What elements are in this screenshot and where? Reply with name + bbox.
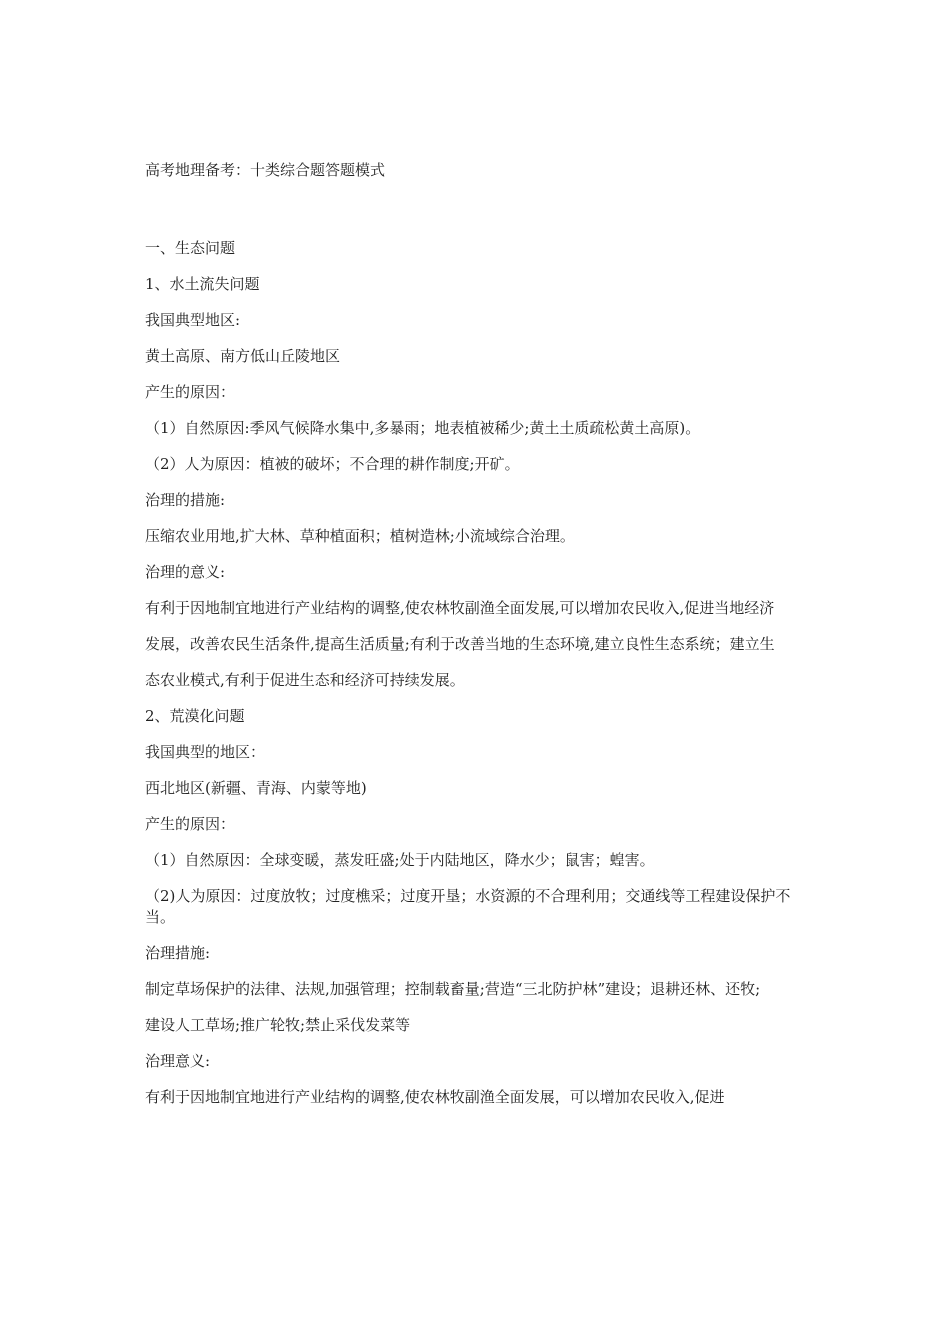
measures-label: 治理措施:: [145, 944, 211, 962]
document-body: [145, 160, 817, 1123]
measures-text: 压缩农业用地,扩大林、草种植面积；植树造林;小流域综合治理。: [145, 527, 575, 545]
measures-paragraph: 制定草场保护的法律、法规,加强管理；控制载畜量;营造“三北防护林”建设；退耕还林、还牧;: [145, 980, 761, 998]
cause-label: 产生的原因：: [145, 383, 236, 401]
significance-paragraph: 有利于因地制宜地进行产业结构的调整,使农林牧副渔全面发展，可以增加农民收入,促进: [145, 1088, 725, 1106]
significance-label: 治理意义:: [145, 1052, 211, 1070]
cause-human: （2)人为原因：过度放牧；过度樵采；过度开垦；水资源的不合理利用；交通线等工程建设保护不当。: [145, 887, 791, 926]
cause-natural: （1）自然原因:季风气候降水集中,多暴雨；地表植被稀少;黄土土质疏松黄土高原)。: [145, 419, 701, 437]
significance-paragraph: 发展，改善农民生活条件,提高生活质量;有利于改善当地的生态环境,建立良性生态系统；建立生: [145, 635, 775, 653]
significance-paragraph: 有利于因地制宜地进行产业结构的调整,使农林牧副渔全面发展,可以增加农民收入,促进当地经济: [145, 599, 775, 617]
region-value: 黄土高原、南方低山丘陵地区: [145, 347, 341, 365]
measures-label: 治理的措施:: [145, 491, 226, 509]
document-title: 高考地理备考：十类综合题答题模式: [145, 161, 386, 179]
subsection-heading-desertification: 2、荒漠化问题: [145, 707, 245, 725]
significance-paragraph: 态农业模式,有利于促进生态和经济可持续发展。: [145, 671, 465, 689]
measures-paragraph: 建设人工草场;推广轮牧;禁止采伐发菜等: [145, 1016, 411, 1034]
significance-label: 治理的意义:: [145, 563, 226, 581]
region-value: 西北地区(新疆、青海、内蒙等地): [145, 779, 367, 797]
subsection-heading-soil-erosion: 1、水土流失问题: [145, 275, 260, 293]
cause-natural: （1）自然原因：全球变暖，蒸发旺盛;处于内陆地区，降水少；鼠害；蝗害。: [145, 851, 655, 869]
cause-human: （2）人为原因：植被的破坏；不合理的耕作制度;开矿。: [145, 455, 520, 473]
section-heading-ecology: 一、生态问题: [145, 239, 236, 257]
cause-label: 产生的原因：: [145, 815, 236, 833]
region-label: 我国典型的地区：: [145, 743, 266, 761]
region-label: 我国典型地区:: [145, 311, 241, 329]
